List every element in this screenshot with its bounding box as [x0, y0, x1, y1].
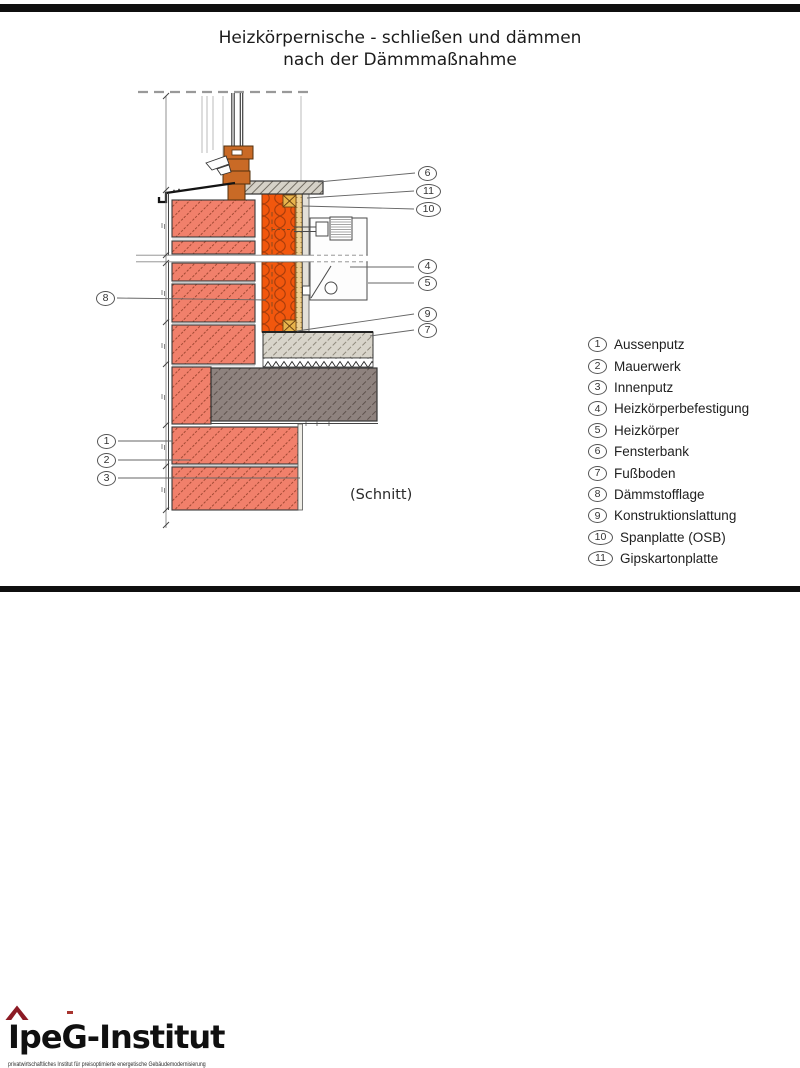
sheet-metal-flashing — [159, 183, 235, 202]
impact-insulation-zigzag — [263, 358, 373, 367]
callout-1: 1 — [97, 434, 116, 449]
legend-item-label: Gipskartonplatte — [620, 551, 719, 567]
callout-3: 3 — [97, 471, 116, 486]
insulation-fill — [262, 194, 295, 332]
frame-flashing-wedges — [206, 156, 231, 175]
section-break — [134, 255, 370, 262]
gypsum-board-strip — [303, 194, 310, 332]
legend-item-label: Dämmstofflage — [614, 486, 705, 502]
legend-num-badge: 6 — [588, 444, 607, 459]
callout-9: 9 — [418, 307, 437, 322]
logo — [0, 498, 300, 1068]
legend-item — [588, 505, 749, 526]
legend-num-badge: 8 — [588, 487, 607, 502]
slab-underline — [211, 421, 378, 426]
legend-num-badge: 4 — [588, 401, 607, 416]
callout-2: 2 — [97, 453, 116, 468]
legend-item — [588, 398, 749, 419]
legend — [588, 334, 749, 569]
callout-5: 5 — [418, 276, 437, 291]
legend-item-label: Fensterbank — [614, 444, 690, 460]
callout-6: 6 — [418, 166, 437, 181]
legend-num-badge: 5 — [588, 423, 607, 438]
callout-8: 8 — [96, 291, 115, 306]
title-line-1: Heizkörpernische - schließen und dämmen — [218, 28, 582, 48]
legend-item — [588, 355, 749, 376]
legend-item-label: Heizkörperbefestigung — [614, 401, 750, 417]
legend-item-label: Fußboden — [614, 465, 676, 481]
logo-wordmark-bold: IpeG- — [8, 1018, 100, 1056]
legend-item — [588, 420, 749, 441]
radiator-wall-bracket — [303, 286, 311, 295]
section-caption: (Schnitt) — [350, 487, 413, 503]
window-sill — [238, 181, 323, 194]
legend-item — [588, 462, 749, 483]
logo-wordmark — [8, 1018, 224, 1056]
callout-11: 11 — [416, 184, 441, 199]
title-line-2: nach der Dämmmaßnahme — [283, 50, 517, 70]
callout-7: 7 — [418, 323, 437, 338]
dimension-text-marks — [162, 223, 165, 493]
legend-item — [588, 441, 749, 462]
callout-4: 4 — [418, 259, 437, 274]
logo-red-dash — [67, 1011, 73, 1014]
glazing-slot — [232, 150, 242, 155]
flashing-dot — [178, 189, 180, 191]
callout-10: 10 — [416, 202, 441, 217]
legend-num-badge: 1 — [588, 337, 607, 352]
legend-item-label: Konstruktionslattung — [614, 508, 737, 524]
flashing-dot — [173, 190, 175, 192]
legend-item-label: Innenputz — [614, 379, 674, 395]
legend-item — [588, 334, 749, 355]
legend-num-badge: 9 — [588, 508, 607, 523]
concrete-slab — [211, 368, 377, 421]
legend-num-badge: 10 — [588, 530, 613, 545]
legend-num-badge: 11 — [588, 551, 613, 566]
legend-num-badge: 3 — [588, 380, 607, 395]
legend-item-label: Spanplatte (OSB) — [620, 529, 726, 545]
legend-num-badge: 2 — [588, 359, 607, 374]
legend-item — [588, 527, 749, 548]
logo-tagline: privatwirtschaftliches Institut für preisoptimierte energetische Gebäudemodernisierung — [8, 1061, 206, 1068]
logo-wordmark-rest: Institut — [99, 1018, 225, 1056]
dimension-line — [162, 93, 169, 528]
legend-item — [588, 377, 749, 398]
legend-item — [588, 484, 749, 505]
osb-board-strip — [296, 194, 302, 332]
legend-item-label: Aussenputz — [614, 337, 685, 353]
legend-item — [588, 548, 749, 569]
legend-num-badge: 7 — [588, 466, 607, 481]
legend-item-label: Heizkörper — [614, 422, 680, 438]
legend-item-label: Mauerwerk — [614, 358, 681, 374]
floor-screed — [263, 332, 373, 358]
projection-guides — [202, 96, 301, 190]
